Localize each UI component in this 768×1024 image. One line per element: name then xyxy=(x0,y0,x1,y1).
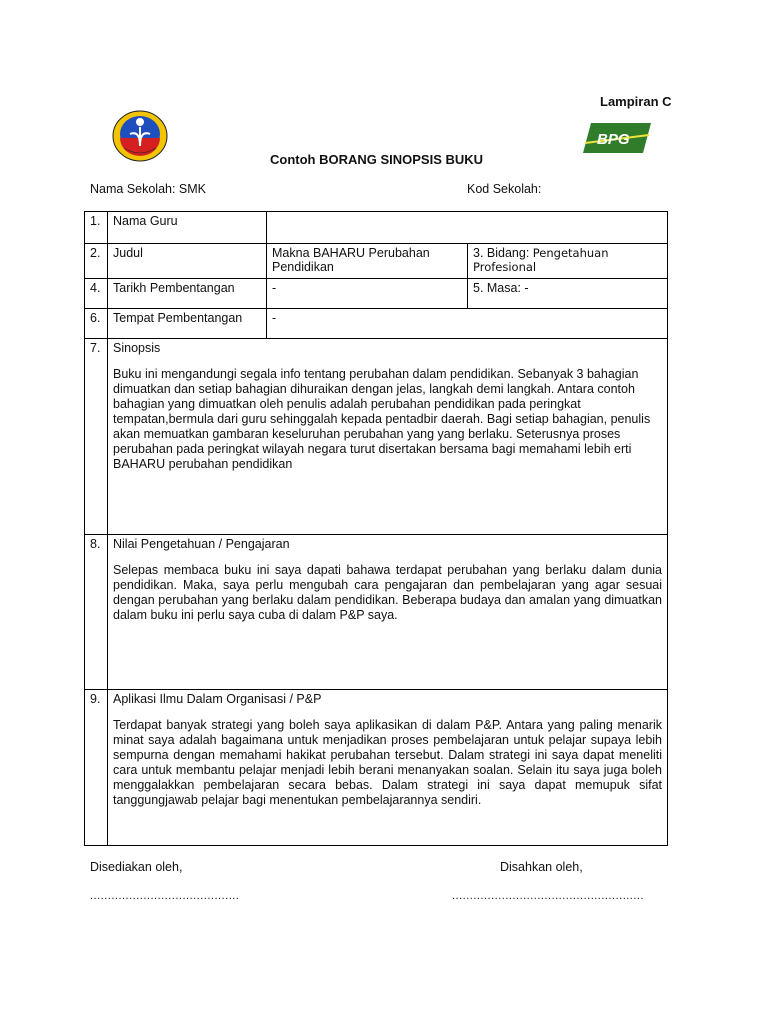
table-row xyxy=(85,212,668,244)
kod-sekolah-label: Kod Sekolah: xyxy=(467,182,542,196)
synopsis-form-table xyxy=(84,211,668,846)
aplikasi-field[interactable] xyxy=(108,690,668,846)
bidang-value: Pengetahuan xyxy=(532,246,609,260)
nilai-field[interactable] xyxy=(108,535,668,690)
nilai-label: Nilai Pengetahuan / Pengajaran xyxy=(113,537,290,551)
row-number: 2. xyxy=(85,244,108,279)
bidang-value-line2: Profesional xyxy=(473,260,537,274)
nilai-text: Selepas membaca buku ini saya dapati bahawa terdapat perubahan yang berlaku dalam dunia pendidikan. Maka, saya perlu mengubah cara pengajaran dan pembelajaran yang agar sesuai dengan perubahan yang berlaku dalam pendidikan. Beberapa budaya dan amalan yang dimuatkan dalam buku ini perlu saya cuba di dalam P&P saya. xyxy=(113,563,662,622)
sinopsis-field[interactable] xyxy=(108,339,668,535)
svg-text:BPG: BPG xyxy=(597,131,630,148)
nama-guru-field[interactable] xyxy=(267,212,668,244)
tarikh-label: Tarikh Pembentangan xyxy=(108,279,267,309)
sinopsis-line: perubahan pada peringkat wilayah negara turut disertakan bersama bagi memahami lebih erti xyxy=(113,442,632,456)
sinopsis-text xyxy=(113,367,662,472)
table-row xyxy=(85,244,668,279)
disahkan-label: Disahkan oleh, xyxy=(500,860,583,874)
sinopsis-line: dimuatkan dan setiap bahagian dihuraikan dengan jelas, langkah demi langkah. Antara contoh xyxy=(113,382,635,396)
sinopsis-line: BAHARU perubahan pendidikan xyxy=(113,457,293,471)
tempat-field[interactable]: - xyxy=(267,309,668,339)
sinopsis-line: Buku ini mengandungi segala info tentang perubahan dalam pendidikan. Sebanyak 3 bahagian xyxy=(113,367,639,381)
tarikh-field[interactable]: - xyxy=(267,279,468,309)
sinopsis-line: bahagian yang dimuatkan oleh penulis adalah perubahan pendidikan pada peringkat xyxy=(113,397,581,411)
aplikasi-label: Aplikasi Ilmu Dalam Organisasi / P&P xyxy=(113,692,322,706)
table-row xyxy=(85,339,668,535)
row-number: 6. xyxy=(85,309,108,339)
table-row xyxy=(85,690,668,846)
aplikasi-text: Terdapat banyak strategi yang boleh saya aplikasikan di dalam P&P. Antara yang paling menarik minat saya adalah bagaimana untuk menjadikan proses pembelajaran untuk pelajar supaya lebih sempurna dengan memahami hakikat perubahan tersebut. Dalam strategi ini saya dapat meneliti cara untuk membantu pelajar menjadi lebih berani menanyakan soalan. Selain itu saya juga boleh menggalakkan pembelajaran secara bebas. Dalam strategi ini saya dapat memupuk sifat tanggungjawab pelajar bagi menentukan pembelajarannya sendiri. xyxy=(113,718,662,807)
sinopsis-line: akan memuatkan gambaran keseluruhan perubahan yang yang berlaku. Seterusnya proses xyxy=(113,427,621,441)
row-number: 1. xyxy=(85,212,108,244)
masa-field[interactable]: 5. Masa: - xyxy=(468,279,668,309)
row-number: 8. xyxy=(85,535,108,690)
bidang-field[interactable] xyxy=(468,244,668,279)
disediakan-label: Disediakan oleh, xyxy=(90,860,183,874)
lampiran-label: Lampiran C xyxy=(600,94,672,109)
sinopsis-line: tempatan,bermula dari guru sehinggalah kepada pentadbir daerah. Bagi setiap bahagian, penulis xyxy=(113,412,651,426)
table-row xyxy=(85,535,668,690)
tempat-label: Tempat Pembentangan xyxy=(108,309,267,339)
signature-line-left[interactable]: .......................................... xyxy=(90,890,240,902)
ministry-education-crest-icon xyxy=(110,108,170,164)
judul-value-line: Pendidikan xyxy=(272,260,334,274)
sinopsis-label: Sinopsis xyxy=(113,341,161,355)
bpg-logo-icon xyxy=(583,121,651,155)
row-number: 7. xyxy=(85,339,108,535)
judul-field[interactable] xyxy=(267,244,468,279)
table-row xyxy=(85,309,668,339)
judul-value-line: Makna BAHARU Perubahan xyxy=(272,246,430,260)
form-title: Contoh BORANG SINOPSIS BUKU xyxy=(270,152,484,167)
row-number: 4. xyxy=(85,279,108,309)
signature-line-right[interactable]: ...................................................... xyxy=(452,890,645,902)
nama-guru-label: Nama Guru xyxy=(108,212,267,244)
nama-sekolah-label: Nama Sekolah: SMK xyxy=(90,182,207,196)
bidang-label: 3. Bidang: xyxy=(473,246,533,260)
judul-label: Judul xyxy=(108,244,267,279)
row-number: 9. xyxy=(85,690,108,846)
table-row xyxy=(85,279,668,309)
